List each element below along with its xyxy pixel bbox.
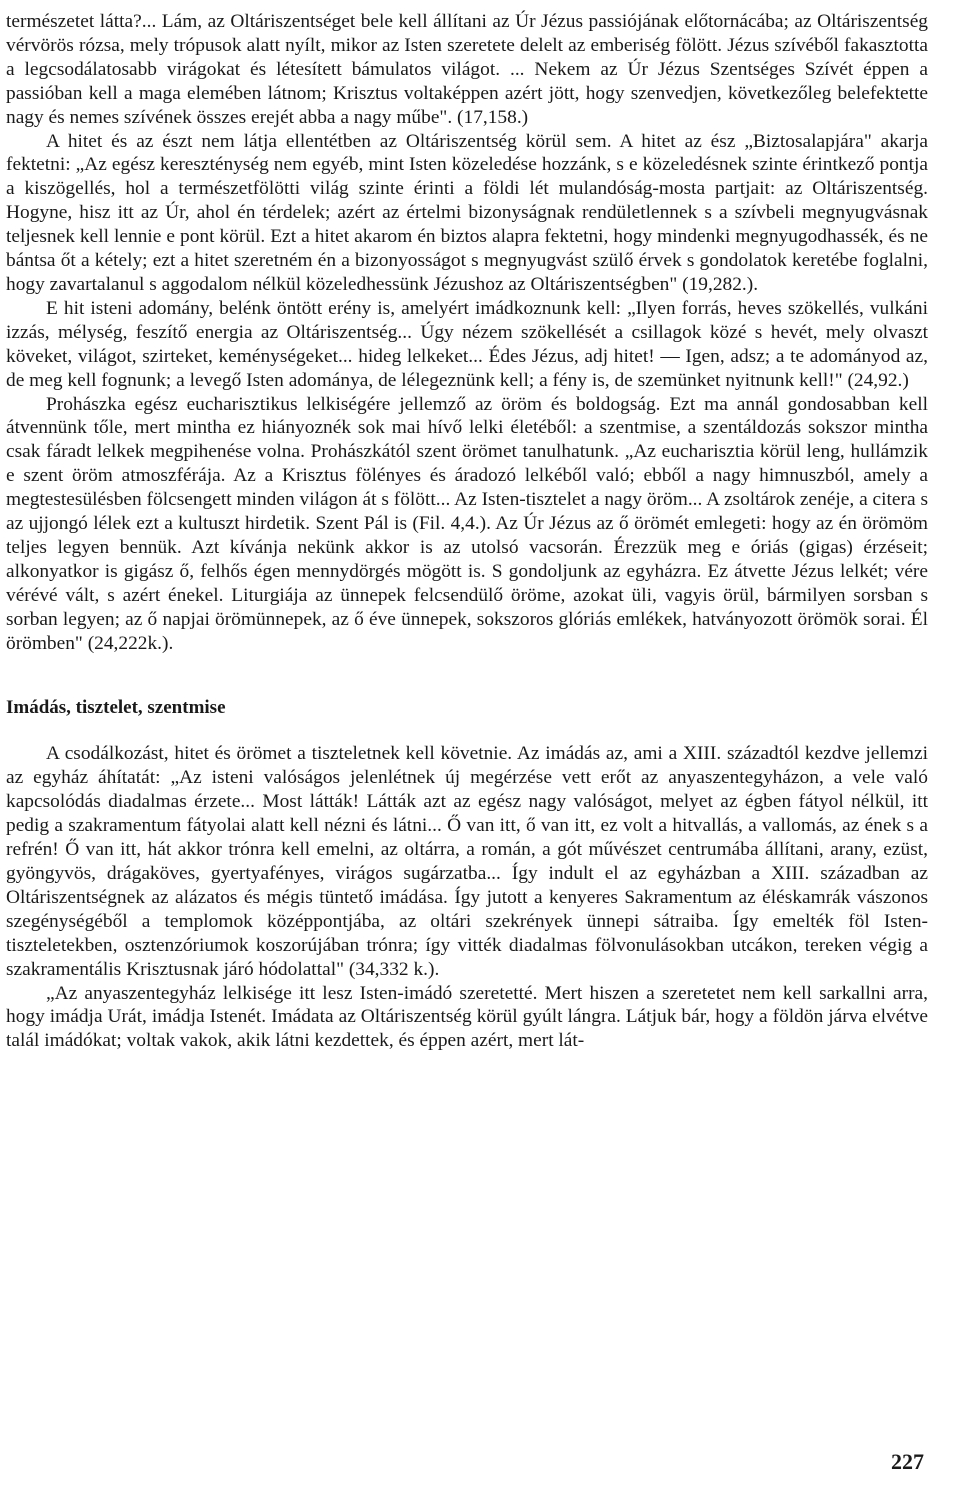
section-heading: Imádás, tisztelet, szentmise <box>6 697 226 719</box>
paragraph: E hit isteni adomány, belénk öntött erény is, amelyért imádkoznunk kell: „Ilyen forrás, heves szökellés, vulkáni izzás, mélység, feszítő energia az Oltáriszentség... Úgy nézem szökellését a csillagok közé s hevét, mely olvaszt köveket, világot, szirteket, keménységeket... hideg lelkeket... Édes Jézus, adj hitet! — Igen, adsz; a te adományod az, de meg kell fognunk; a levegő Isten adománya, de lélegeznünk kell; a fény is, de szemünket nyitnunk kell!" (24,92.) <box>6 297 928 391</box>
page-number: 227 <box>891 1449 924 1474</box>
paragraph: „Az anyaszentegyház lelkisége itt lesz Isten-imádó szeretetté. Mert hiszen a szeretetet nem kell sarkallni arra, hogy imádja Urát, imádja Istenét. Imádata az Oltáriszentség körül gyúlt lángra. Látjuk bár, hogy a földön járva elvétve talál imádókat; voltak vakok, akik látni kezdettek, és éppen azért, mert lát- <box>6 982 928 1052</box>
paragraph: A csodálkozást, hitet és örömet a tiszteletnek kell követnie. Az imádás az, ami a XIII. századtól kezdve jellemzi az egyház áhítatát: „Az isteni valóságos jelenlétnek új megérzése vett erőt az anyaszentegyházon, a vele való kapcsolódás diadalmas érzete... Most látták! Látták azt az egész nagy valóságot, melyet az égben fátyol nélkül, itt pedig a szakramentum fátyolai alatt kell nézni és látni... Ő van itt, ő van itt, ez volt a hitvallás, a vallomás, az ének s a refrén! Ő van itt, hát akkor trónra kell emelni, az oltárra, a román, a gót művészet centrumába állítani, arany, ezüst, gyöngyvös, drágaköves, gyertyafényes, virágos sugárzatba... Így indult el az egyházban a XIII. században az Oltáriszentségnek az alázatos és mégis tüntető imádása. Így jutott a kenyeres Sakramentum az éléskamrák vászonos szegénységéből a templomok középpontjába, az oltári szekrények ünnepi sátraiba. Így emelték föl Isten-tiszteletekben, osztenzóriumok koszorújában trónra; így vitték diadalmas fölvonulásokban utcákon, tereken végig a szakramentális Krisztusnak járó hódolattal" (34,332 k.). <box>6 743 928 980</box>
document-page <box>6 10 928 1053</box>
paragraph: Prohászka egész eucharisztikus lelkiségére jellemző az öröm és boldogság. Ezt ma annál gondosabban kell átvennünk tőle, mert mintha ez hiányoznék sok mai hívő lelki életéből: a szentmise, a szentáldozás sokszor mintha csak fáradt lelkek megpihenése volna. Prohászkától szent örömet tanulhatunk. „Az eucharisztia körül leng, hullámzik e szent öröm atmoszférája. Az a Krisztus fölényes és áradozó lelkéből való; ebből a nagy himnuszból, amely a megtestesülésben fölcsengett minden világon át s fölött... Az Isten-tisztelet a nagy öröm... A zsoltárok zenéje, a citera s az ujjongó lélek ezt a kultuszt hirdetik. Szent Pál is (Fil. 4,4.). Az Úr Jézus az ő örömét emlegeti: hogy az én örömöm teljes legyen bennük. Azt kívánja nekünk akkor is az utolsó vacsorán. Érezzük meg e óriás (gigas) érzéseit; alkonyatkor is gigász ő, felhős égen mennydörgés mögött is. S gondoljunk az egyházra. Ez átvette Jézus lelkét; vére vérévé vált, s azért énekel. Liturgiája az ünnepek felcsendülő öröme, azokat üli, vagyis örül, bármilyen sorsban s sorban legyen; az ő napjai örömünnepek, az ő éve ünnepek, sokszoros glóriás emlékek, hatványozott örömök sorai. Él örömben" (24,222k.). <box>6 393 928 654</box>
paragraph: A hitet és az észt nem látja ellentétben az Oltáriszentség körül sem. A hitet az ész „Biztosalapjára" akarja fektetni: „Az egész kereszténység nem egyéb, mint Isten közeledése hozzánk, s e közeledésnek szinte érintkező pontja a kiszögellés, hol a természetfölötti világ szinte érinti a földi lét mulandóság-mosta partjait: az Oltáriszentség. Hogyne, hisz itt az Úr, ahol én térdelek; azért az értelmi bizonyságnak rendületlennek s a szívbeli megnyugvásnak teljesnek kell lennie e pont körül. Ezt a hitet akarom én biztos alapra fektetni, hogy mindenki megnyugodhassék, és ne bántsa őt a kétely; ezt a hitet szeretném én a bizonyosságot s megnyugvást szülő érvek s gondolatok keretébe foglalni, hogy zavartalanul s aggodalom nélkül közeledhessünk Jézushoz az Oltáriszentségben" (19,282.). <box>6 130 928 295</box>
paragraph: természetet látta?... Lám, az Oltáriszentséget bele kell állítani az Úr Jézus passiójának előtornácába; az Oltáriszentség vérvörös rózsa, mely trópusok alatt nyílt, mikor az Isten szeretete delelt az emberiség fölött. Jézus szívéből fakasztotta a legcsodálatosabb virágokat és létesített bámulatos világot. ... Nekem az Úr Jézus Szentséges Szívét éppen a passióban kell a maga elemében látnom; Krisztus voltaképpen azért jött, hogy szenvedjen, következőleg belefektette nagy és nemes szívének összes erejét abba a nagy műbe". (17,158.) <box>6 11 928 128</box>
